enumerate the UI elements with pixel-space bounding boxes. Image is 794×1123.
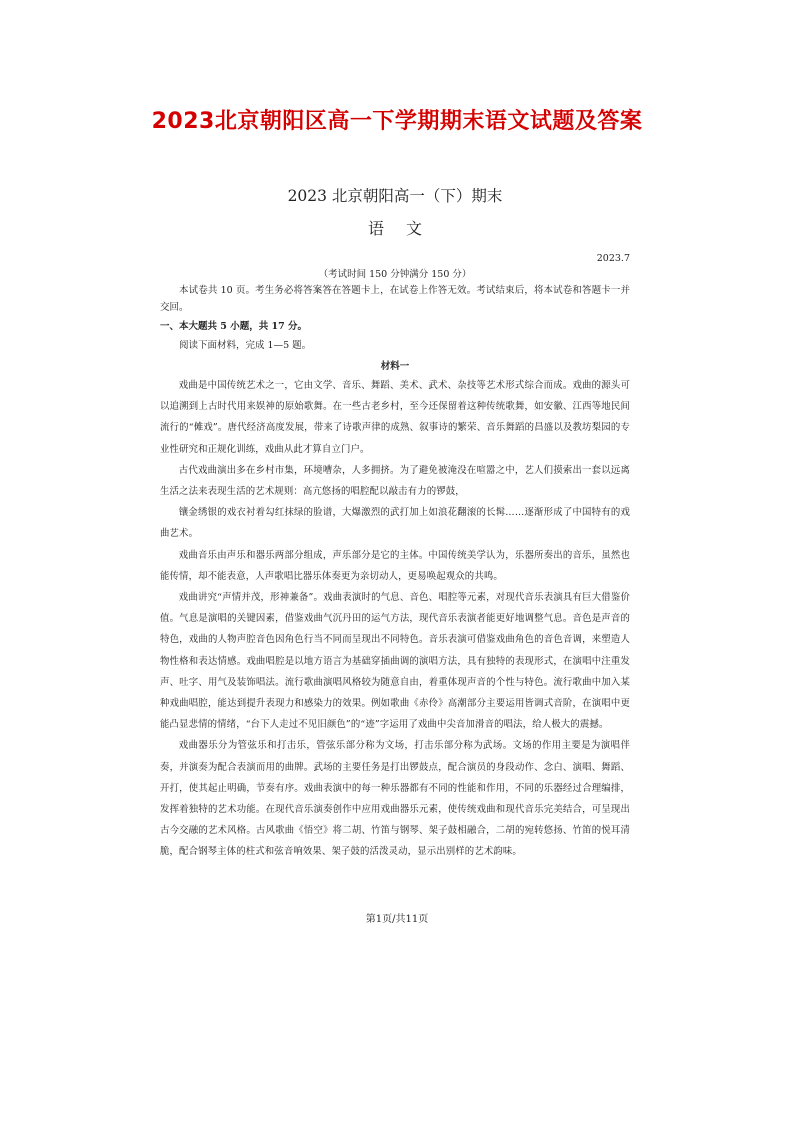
exam-date: 2023.7 [596,253,630,264]
exam-duration: （考试时间 150 分钟满分 150 分） [318,269,472,280]
body-paragraph: 古代戏曲演出多在乡村市集，环境嘈杂，人多拥挤。为了避免被淹没在喧嚣之中，艺人们摸索出一套以远离生活之法来表现生活的艺术规则：高亢悠扬的唱腔配以敲击有力的锣鼓， [160,464,630,498]
body-paragraph: 镶金绣银的戏衣衬着勾红抹绿的脸谱，大爆激烈的武打加上如浪花翻滚的长髯……逐渐形成了中国特有的戏曲艺术。 [160,507,630,540]
body-paragraph: 戏曲讲究“声情并茂，形神兼备”。戏曲表演时的气息、音色、唱腔等元素，对现代音乐表演具有巨大借鉴价值。气息是演唱的关键因素，借鉴戏曲气沉丹田的运气方法，现代音乐表演者能更好地调整气息。音色是声音的特色，戏曲的人物声腔音色因角色行当不同而呈现出不同特色。音乐表演可借鉴戏曲角色的音色音调，来塑造人物性格和表达情感。戏曲唱腔是以地方语言为基础穿插曲调的演唱方法，具有独特的表现形式，在演唱中注重发声、吐字、用气及装饰唱法。流行歌曲演唱风格较为随意自由，着重体现声音的个性与特色。流行歌曲中加入某种戏曲唱腔，能达到提升表现力和感染力的效果。例如歌曲《赤伶》高潮部分主要运用皆调式音阶，在演唱中更能凸显悲情的情绪，“台下人走过不见旧颜色”的“迹”字运用了戏曲中尖音加滑音的唱法，给人极大的震撼。 [160,592,630,731]
exam-instructions: 本试卷共 10 页。考生务必将答案答在答题卡上，在试卷上作答无效。考试结束后，将本试卷和答题卡一并交回。 [160,285,630,313]
reading-prompt: 阅读下面材料，完成 1—5 题。 [179,340,312,351]
body-paragraph: 戏曲器乐分为管弦乐和打击乐，管弦乐部分称为文场，打击乐部分称为武场。文场的作用主要是为演唱伴奏，并演奏为配合表演而用的曲牌。武场的主要任务是打出锣鼓点，配合演员的身段动作、念白、演唱、舞蹈、开打，使其起止明确，节奏有序。戏曲表演中的每一种乐器都有不同的性能和作用，不同的乐器经过合理编排，发挥着独特的艺术功能。在现代音乐演奏创作中应用戏曲器乐元素，使传统戏曲和现代音乐完美结合，可呈现出古今交融的艺术风格。古风歌曲《悟空》将二胡、竹笛与钢琴、架子鼓相融合，二胡的宛转悠扬、竹笛的悦耳清脆，配合钢琴主体的柱式和弦音响效果、架子鼓的活泼灵动，显示出别样的艺术韵味。 [160,740,630,858]
body-paragraph: 戏曲是中国传统艺术之一，它由文学、音乐、舞蹈、美术、武术、杂技等艺术形式综合而成。戏曲的源头可以追溯到上古时代用来娱神的原始歌舞。在一些古老乡村，至今还保留着这种传统歌舞，如安徽、江西等地民间流行的“傩戏”。唐代经济高度发展，带来了诗歌声律的成熟、叙事诗的繁荣、音乐舞蹈的昌盛以及教坊梨园的专业性研究和正规化训练，戏曲从此才算自立门户。 [160,380,630,455]
material-title: 材料一 [380,361,410,372]
exam-title: 2023 北京朝阳高一（下）期末 [287,187,503,205]
document-headline: 2023北京朝阳区高一下学期期末语文试题及答案 [151,109,643,134]
exam-page [160,178,630,863]
exam-subject: 语文 [367,219,444,238]
page-number: 第1页/共11页 [365,914,429,925]
body-paragraph: 戏曲音乐由声乐和器乐两部分组成，声乐部分是它的主体。中国传统美学认为，乐器所奏出的音乐，虽然也能传情，却不能表意，人声歌唱比器乐体奏更为亲切动人，更易唤起观众的共鸣。 [160,549,630,582]
section-heading: 一、本大题共 5 小题，共 17 分。 [160,321,308,332]
